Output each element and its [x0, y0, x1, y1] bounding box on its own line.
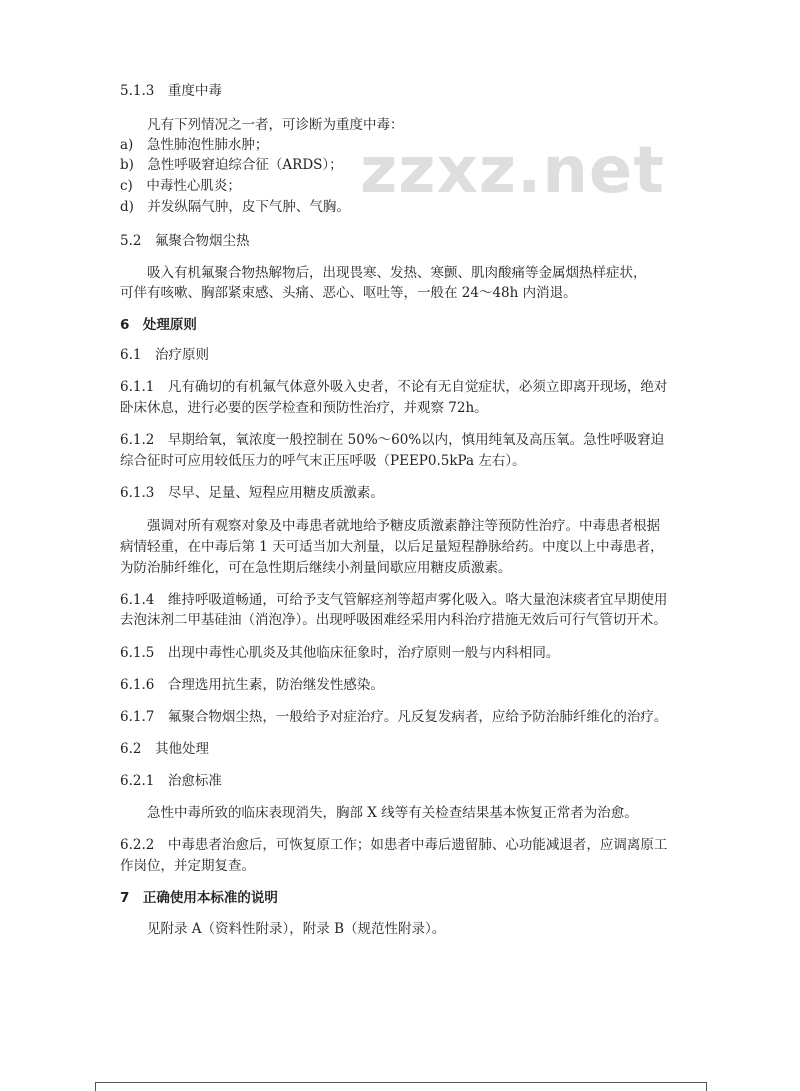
section-heading-6-2: 6.2 其他处理 [120, 741, 209, 757]
paragraph-6-2-2: 6.2.2 中毒患者治愈后，可恢复原工作；如患者中毒后遗留肺、心功能减退者，应调离原工 [120, 837, 668, 853]
chapter-heading-6: 6 处理原则 [120, 317, 197, 333]
paragraph-6-1-1: 6.1.1 凡有确切的有机氟气体意外吸入史者，不论有无自觉症状，必须立即离开现场，绝对 [120, 379, 668, 395]
paragraph-6-2-2-cont: 作岗位，并定期复查。 [120, 858, 255, 874]
paragraph-text: 为防治肺纤维化，可在急性期后继续小剂量间歇应用糖皮质激素。 [120, 560, 512, 576]
paragraph-6-1-4-cont: 去泡沫剂二甲基硅油（消泡净）。出现呼吸困难经采用内科治疗措施无效后可行气管切开术。 [120, 612, 667, 628]
paragraph-6-1-7: 6.1.7 氟聚合物烟尘热，一般给予对症治疗。凡反复发病者，应给予防治肺纤维化的治疗。 [120, 709, 668, 725]
section-heading-6-2-1: 6.2.1 治愈标准 [120, 773, 222, 789]
list-item-b: b) 急性呼吸窘迫综合征（ARDS）； [120, 157, 343, 173]
paragraph-text: 病情轻重，在中毒后第 1 天可适当加大剂量，以后足量短程静脉给药。中度以上中毒患者， [120, 539, 664, 555]
paragraph-text: 见附录 A（资料性附录），附录 B（规范性附录）。 [147, 921, 446, 937]
paragraph-text: 急性中毒所致的临床表现消失，胸部 X 线等有关检查结果基本恢复正常者为治愈。 [147, 805, 638, 821]
section-heading-6-1: 6.1 治疗原则 [120, 347, 209, 363]
paragraph-6-1-4: 6.1.4 维持呼吸道畅通，可给予支气管解痉剂等超声雾化吸入。咯大量泡沫痰者宜早期使用 [120, 592, 668, 608]
section-heading-5-1-3: 5.1.3 重度中毒 [120, 83, 222, 99]
watermark: zzxz.net [360, 134, 665, 208]
list-item-c: c) 中毒性心肌炎； [120, 178, 241, 194]
paragraph-6-1-2: 6.1.2 早期给氧，氧浓度一般控制在 50%～60%以内，慎用纯氧及高压氧。急性呼吸窘迫 [120, 432, 665, 448]
chapter-heading-7: 7 正确使用本标准的说明 [120, 890, 278, 906]
paragraph-6-1-6: 6.1.6 合理选用抗生素，防治继发性感染。 [120, 677, 384, 693]
paragraph-6-1-1-cont: 卧床休息，进行必要的医学检查和预防性治疗，并观察 72h。 [120, 400, 488, 416]
paragraph-6-1-2-cont: 综合征时可应用较低压力的呼气末正压呼吸（PEEP0.5kPa 左右）。 [120, 453, 526, 469]
paragraph-text: 强调对所有观察对象及中毒患者就地给予糖皮质激素静注等预防性治疗。中毒患者根据 [147, 518, 660, 534]
list-item-a: a) 急性肺泡性肺水肿； [120, 137, 269, 153]
section-heading-5-2: 5.2 氟聚合物烟尘热 [120, 233, 250, 249]
paragraph-text: 吸入有机氟聚合物热解物后，出现畏寒、发热、寒颤、肌肉酸痛等金属烟热样症状， [147, 265, 647, 281]
paragraph-text: 可伴有咳嗽、胸部紧束感、头痛、恶心、呕吐等，一般在 24～48h 内消退。 [120, 285, 577, 301]
paragraph-text: 凡有下列情况之一者，可诊断为重度中毒： [147, 117, 404, 133]
list-item-d: d) 并发纵隔气肿，皮下气肿、气胸。 [120, 199, 350, 215]
paragraph-6-1-3: 6.1.3 尽早、足量、短程应用糖皮质激素。 [120, 485, 384, 501]
paragraph-6-1-5: 6.1.5 出现中毒性心肌炎及其他临床征象时，治疗原则一般与内科相同。 [120, 645, 560, 661]
